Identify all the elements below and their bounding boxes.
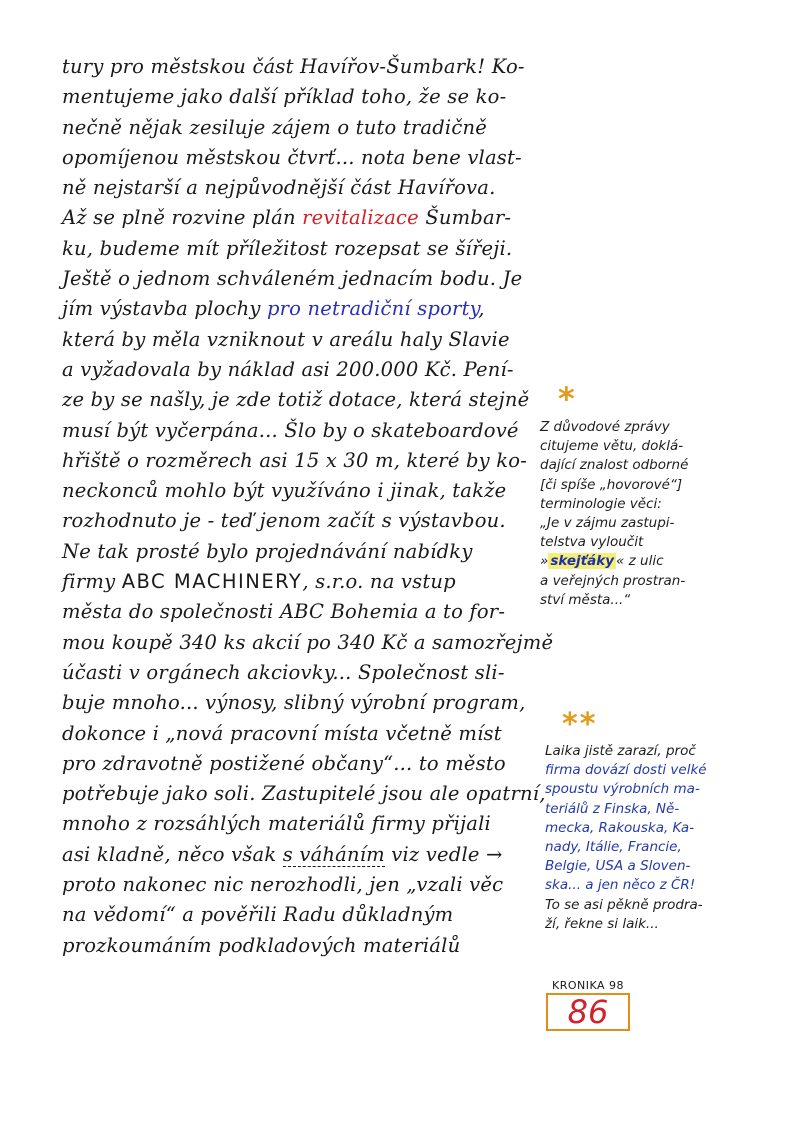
- page-number-box: [546, 993, 630, 1031]
- main-text-line: [62, 537, 532, 567]
- main-text-line: [62, 931, 532, 961]
- note1-text-segment: telstva vyloučit: [540, 534, 644, 551]
- main-text-text-segment: potřebuje jako soli. Zastupitelé jsou ale opatrní,: [62, 782, 546, 806]
- note1-line: [540, 476, 775, 495]
- chronicle-label: KRONIKA 98: [552, 979, 625, 992]
- note1-line: [540, 591, 775, 610]
- main-text-line: [62, 900, 532, 930]
- note2-text-segment: teriálů z Finska, Ně-: [545, 800, 680, 817]
- main-text-text-segment: musí být vyčerpána... Šlo by o skateboardové: [62, 418, 519, 442]
- note1-text-segment: „Je v zájmu zastupi-: [540, 515, 675, 532]
- note2-line: [545, 876, 745, 895]
- main-text-text-segment: proto nakonec nic nerozhodli, jen „vzali věc: [62, 873, 504, 897]
- note2-line: [545, 819, 745, 838]
- main-text-text-segment: prozkoumáním podkladových materiálů: [62, 933, 461, 957]
- note2-text-segment: spoustu výrobních ma-: [545, 781, 700, 798]
- main-text-line: [62, 294, 532, 324]
- note2-line: [545, 761, 745, 780]
- side-note-2: [545, 742, 745, 934]
- note1-text-segment: »: [540, 553, 549, 570]
- side-note-1: [540, 418, 775, 610]
- main-text-line: [62, 234, 532, 264]
- main-text-text-segment: s váháním: [282, 842, 385, 866]
- main-text-line: [62, 113, 532, 143]
- main-text-line: [62, 385, 532, 415]
- main-text-text-segment: viz vedle →: [384, 842, 503, 866]
- page-number: 86: [567, 993, 609, 1031]
- main-text-line: [62, 719, 532, 749]
- main-text-line: [62, 264, 532, 294]
- main-text-text-segment: ně nejstarší a nejpůvodnější část Havířova.: [62, 176, 496, 200]
- main-text-text-segment: mentujeme jako další příklad toho, že se ko-: [62, 85, 507, 109]
- note1-line: [540, 572, 775, 591]
- main-text-text-segment: Ne tak prosté bylo projednávání nabídky: [62, 539, 473, 563]
- note2-line: [545, 857, 745, 876]
- main-text-text-segment: revitalizace: [302, 206, 419, 230]
- main-text-text-segment: opomíjenou městskou čtvrť... nota bene vlast-: [62, 145, 522, 169]
- main-text-text-segment: dokonce i „nová pracovní místa včetně míst: [62, 721, 502, 745]
- main-text-text-segment: na vědomí“ a pověřili Radu důkladným: [62, 903, 454, 927]
- main-text-text-segment: rozhodnuto je - teď jenom začít s výstavbou.: [62, 509, 506, 533]
- main-text-line: [62, 840, 532, 870]
- note2-text-segment: mecka, Rakouska, Ka-: [545, 819, 695, 836]
- note1-line: [540, 533, 775, 552]
- main-text-line: [62, 476, 532, 506]
- main-text-line: [62, 688, 532, 718]
- main-text-line: [62, 355, 532, 385]
- note1-text-segment: [či spíše „hovorové“]: [540, 476, 683, 493]
- note1-line: [540, 514, 775, 533]
- note2-text-segment: nady, Itálie, Francie,: [545, 839, 682, 856]
- note1-line: [540, 495, 775, 514]
- note1-line: [540, 552, 775, 571]
- note2-text-segment: Laika jistě zarazí, proč: [545, 743, 696, 759]
- note2-line: [545, 838, 745, 857]
- main-text-line: [62, 567, 532, 597]
- main-text-text-segment: a vyžadovala by náklad asi 200.000 Kč. Pení-: [62, 357, 514, 381]
- main-text-text-segment: pro zdravotně postižené občany“... to město: [62, 751, 506, 775]
- main-text-line: [62, 658, 532, 688]
- main-text-text-segment: buje mnoho... výnosy, slibný výrobní program,: [62, 691, 526, 715]
- note1-text-segment: dající znalost odborné: [540, 457, 689, 474]
- main-text-line: [62, 446, 532, 476]
- main-text-text-segment: ze by se našly, je zde totiž dotace, která stejně: [62, 388, 530, 412]
- note1-text-segment: terminologie věci:: [540, 495, 662, 512]
- note1-text-segment: « z ulic: [616, 553, 664, 570]
- main-text-line: [62, 628, 554, 658]
- note1-line: [540, 418, 775, 437]
- note2-text-segment: ska... a jen něco z ČR!: [545, 877, 696, 894]
- main-text-line: [62, 52, 532, 82]
- note1-line: [540, 456, 775, 475]
- main-text-text-segment: ku, budeme mít příležitost rozepsat se šířeji.: [62, 236, 513, 260]
- note2-text-segment: ží, řekne si laik...: [545, 915, 659, 932]
- main-text-text-segment: účasti v orgánech akciovky... Společnost sli-: [62, 660, 505, 684]
- note1-text-segment: ství města...“: [540, 591, 631, 608]
- main-text-line: [62, 870, 532, 900]
- main-text-text-segment: ,: [478, 297, 485, 321]
- main-text-text-segment: která by měla vzniknout v areálu haly Slavie: [62, 327, 510, 351]
- footnote-star-2: **: [562, 707, 598, 742]
- note1-text-segment: citujeme větu, doklá-: [540, 438, 684, 455]
- main-text-text-segment: Ještě o jednom schváleném jednacím bodu. Je: [62, 267, 523, 291]
- note2-line: [545, 780, 745, 799]
- main-text-line: [62, 416, 532, 446]
- note2-line: [545, 800, 745, 819]
- main-text-text-segment: tury pro městskou část Havířov-Šumbark! Ko-: [62, 55, 525, 78]
- note1-line: [540, 437, 775, 456]
- note2-line: [545, 915, 745, 934]
- note1-text-segment: Z důvodové zprávy: [540, 419, 670, 435]
- main-text-line: [62, 749, 532, 779]
- note1-text-segment: skejťáky: [550, 553, 615, 570]
- main-text-text-segment: asi kladně, něco však: [62, 842, 283, 866]
- main-text-line: [62, 809, 532, 839]
- main-text-line: [62, 143, 532, 173]
- main-text-text-segment: nečně nějak zesiluje zájem o tuto tradičně: [62, 115, 487, 139]
- main-text-text-segment: jím výstavba plochy: [62, 297, 267, 321]
- main-text-line: [62, 325, 532, 355]
- main-text-line: [62, 82, 532, 112]
- main-text-text-segment: pro netradiční sporty: [266, 297, 479, 321]
- note2-line: [545, 742, 745, 761]
- main-text-text-segment: neckonců mohlo být využíváno i jinak, takže: [62, 479, 507, 503]
- main-text-text-segment: Šumbar-: [418, 206, 512, 230]
- main-text-line: [62, 203, 532, 233]
- note2-line: [545, 896, 745, 915]
- main-text-line: [62, 779, 546, 809]
- main-text-text-segment: ABC MACHINERY: [121, 570, 303, 594]
- note1-text-segment: a veřejných prostran-: [540, 572, 686, 589]
- note2-text-segment: Belgie, USA a Sloven-: [545, 858, 691, 875]
- main-text-text-segment: mnoho z rozsáhlých materiálů firmy přijali: [62, 812, 491, 836]
- main-text-text-segment: města do společnosti ABC Bohemia a to for-: [62, 600, 506, 624]
- main-text-text-segment: hřiště o rozměrech asi 15 x 30 m, které by ko-: [62, 448, 528, 472]
- note2-text-segment: firma dovází dosti velké: [545, 762, 707, 779]
- main-text-text-segment: mou koupě 340 ks akcií po 340 Kč a samozřejmě: [62, 630, 554, 654]
- main-text-line: [62, 173, 532, 203]
- main-text-line: [62, 597, 532, 627]
- main-text-line: [62, 506, 532, 536]
- footnote-star-1: *: [558, 380, 575, 418]
- main-text-text-segment: Až se plně rozvine plán: [62, 206, 303, 230]
- main-handwritten-text: [62, 52, 554, 961]
- main-text-text-segment: firmy: [62, 570, 122, 594]
- main-text-text-segment: , s.r.o. na vstup: [302, 570, 456, 594]
- note2-text-segment: To se asi pěkně prodra-: [545, 896, 703, 913]
